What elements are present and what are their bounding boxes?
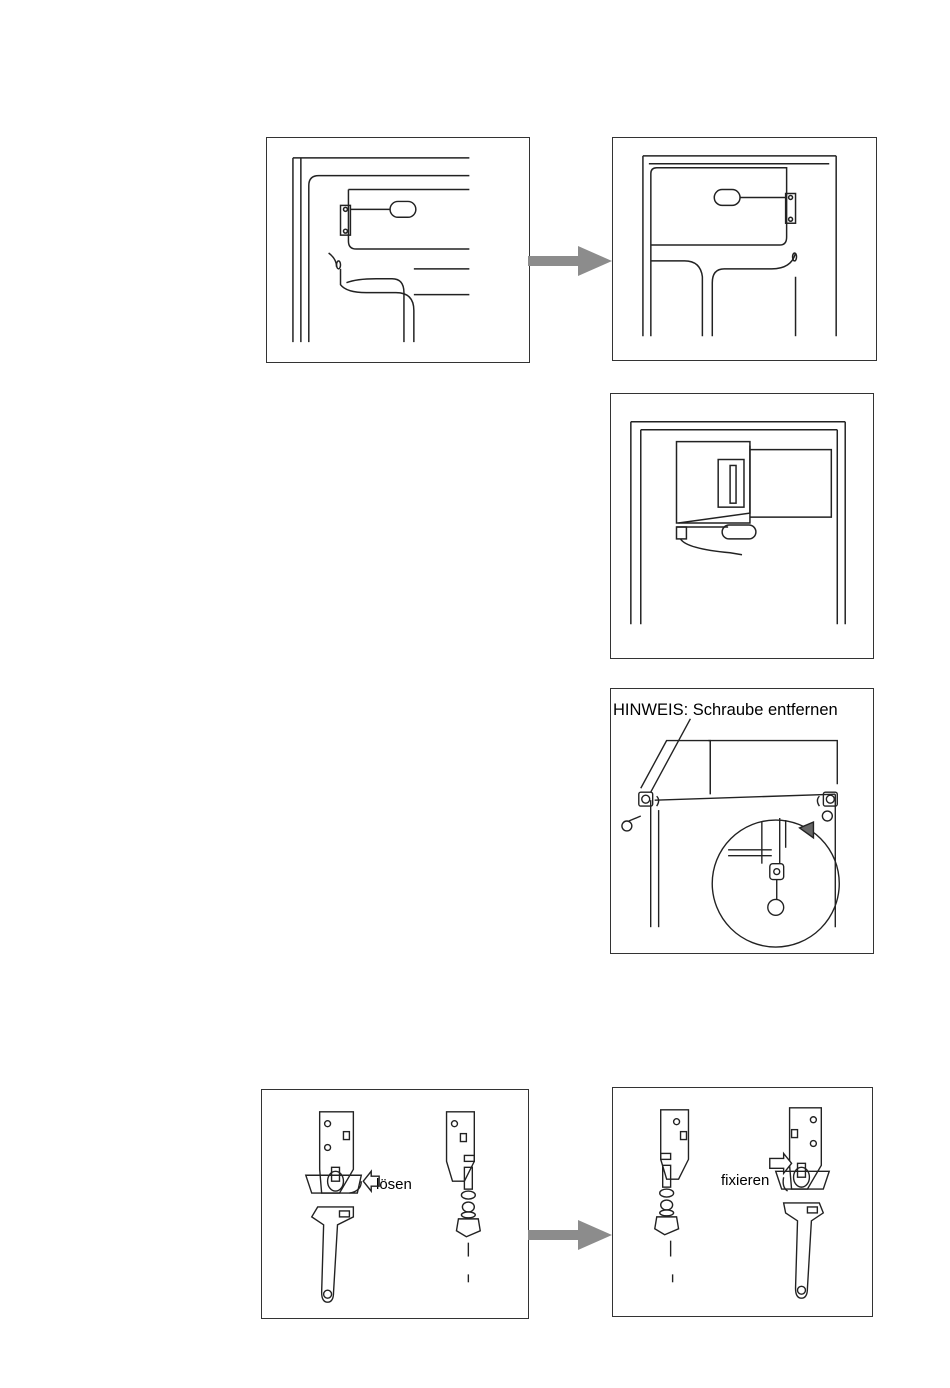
hinge-note-label: HINWEIS: Schraube entfernen	[613, 701, 838, 719]
freezer-hinge-left-drawing	[267, 138, 529, 362]
freezer-hinge-right-drawing	[613, 138, 876, 360]
arrow-right-icon-2	[528, 1218, 614, 1252]
loosen-label: lösen	[376, 1176, 412, 1193]
arrow-right-icon	[528, 244, 614, 278]
figure-wrench-fix	[612, 1087, 873, 1317]
figure-freezer-hinge-right	[612, 137, 877, 361]
hinge-screw-drawing	[611, 689, 873, 953]
figure-freezer-hinge-left	[266, 137, 530, 363]
wrench-loosen-drawing	[262, 1090, 528, 1318]
freezer-door-drawing	[611, 394, 873, 658]
figure-wrench-loosen	[261, 1089, 529, 1319]
fix-label: fixieren	[721, 1172, 770, 1189]
wrench-fix-drawing	[613, 1088, 872, 1316]
figure-hinge-screw-note	[610, 688, 874, 954]
figure-freezer-door	[610, 393, 874, 659]
